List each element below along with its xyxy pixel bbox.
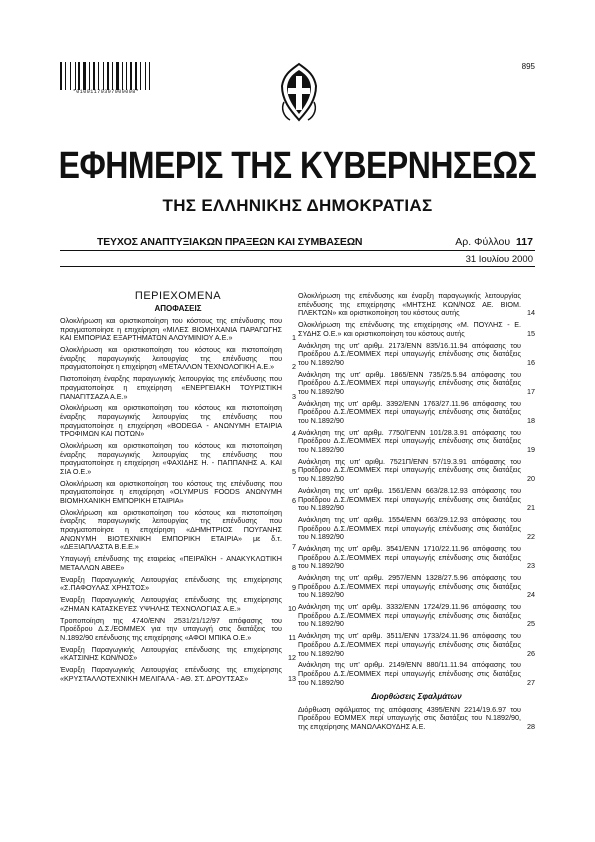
toc-entry-text: Έναρξη Παραγωγικής Λειτουργίας επένδυσης της επιχείρησης «Σ.ΠΑΦΟΥΛΑΣ ΧΡΗΣΤΟΣ» xyxy=(60,574,282,593)
barcode-bar xyxy=(105,62,106,90)
toc-entry-text: Ανάκληση της υπ' αριθμ. 1554/ΕΝΝ 663/29.12.93 απόφασης του Προέδρου Δ.Σ./ΕΟΜΜΕΧ περί υπαγωγής επένδυσης στις διατάξεις του Ν.1892/90 xyxy=(298,515,521,542)
barcode-bar xyxy=(81,62,82,90)
toc-entry xyxy=(60,646,296,663)
toc-entry-page: 20 xyxy=(527,474,535,484)
toc-left-column xyxy=(60,292,296,687)
toc-entry-page: 23 xyxy=(527,561,535,571)
barcode-bar xyxy=(116,62,119,90)
issue-date: 31 Ιουλίου 2000 xyxy=(465,254,533,265)
toc-entry-text: Ανάκληση της υπ' αριθμ. 3332/ΕΝΝ 1724/29.11.96 απόφασης του Προέδρου Δ.Σ./ΕΟΜΜΕΧ περί υπαγωγής επένδυσης στις διατάξεις του Ν.1892/90 xyxy=(298,602,521,629)
barcode-bar xyxy=(93,62,95,90)
section-heading-decisions: ΑΠΟΦΑΣΕΙΣ xyxy=(154,303,202,313)
toc-entry-page: 15 xyxy=(527,328,535,338)
toc-entry-page: 9 xyxy=(292,583,296,593)
greek-coat-of-arms-icon xyxy=(278,62,320,124)
issue-info xyxy=(455,236,533,248)
barcode-bar xyxy=(103,62,104,90)
section-heading-corrections: Διορθώσεις Σφαλμάτων xyxy=(371,692,462,702)
toc-entry-page: 22 xyxy=(527,532,535,542)
toc-entry-page: 10 xyxy=(288,603,296,613)
toc-entry-text: Τροποποίηση της 4740/ΕΝΝ 2531/21/12/97 απόφασης του Προέδρου Δ.Σ./ΕΟΜΜΕΧ για την υπαγωγή στις διατάξεις του Ν.1892/90 επένδυσης της επιχείρησης «ΑΦΟΙ ΜΠΙΚΑ Ο.Ε.» xyxy=(60,615,282,642)
toc-entry xyxy=(60,596,296,613)
toc-entry-page: 26 xyxy=(527,648,535,658)
barcode-bar xyxy=(142,62,144,90)
barcode-bar xyxy=(77,62,78,90)
toc-entry-page: 14 xyxy=(527,308,535,318)
toc-entry-text: Έναρξη Παραγωγικής Λειτουργίας επένδυσης της επιχείρησης «ΖΗΜΑΝ ΚΑΤΑΣΚΕΥΕΣ ΥΨΗΛΗΣ ΤΕΧΝΟΛΟΓΙΑΣ Α.Ε.» xyxy=(60,595,282,613)
toc-entry xyxy=(298,661,535,687)
toc-entry-page: 18 xyxy=(527,415,535,425)
barcode-bar xyxy=(83,62,86,90)
toc-entry xyxy=(298,292,535,318)
toc-entry-page: 25 xyxy=(527,619,535,629)
barcode-bar xyxy=(130,62,132,90)
barcode-bar xyxy=(87,62,88,90)
toc-entry-page: 8 xyxy=(292,562,296,572)
barcode-bar xyxy=(149,62,150,90)
barcode-bar xyxy=(72,62,74,90)
toc-entry-text: Ανάκληση της υπ' αριθμ. 2149/ΕΝΝ 880/11.11.94 απόφασης του Προέδρου Δ.Σ./ΕΟΜΜΕΧ περί υπαγωγής επένδυσης στις διατάξεις του Ν.1892/90 xyxy=(298,660,521,687)
barcode-bar xyxy=(128,62,129,90)
toc-entry xyxy=(298,487,535,513)
toc-entry xyxy=(60,555,296,572)
toc-entry-page: 21 xyxy=(527,503,535,513)
toc-entry-text: Ολοκλήρωση και οριστικοποίηση του κόστους της επένδυσης που πραγματοποίησε η επιχείρηση «ΜΙΛΕΣ ΒΙΟΜΗΧΑΝΙΑ ΠΑΡΑΓΩΓΗΣ ΚΑΙ ΕΜΠΟΡΙΑΣ ΕΞΑΡΤΗΜΑΤΩΝ ΑΛΟΥΜΙΝΙΟΥ Α.Ε.» xyxy=(60,316,282,343)
toc-entry-text: Έναρξη Παραγωγικής Λειτουργίας επένδυσης της επιχείρησης «ΚΡΥΣΤΑΛΛΟΤΕΧΝΙΚΗ ΜΕΛΙΓΑΛΑ - ΑΘ. ΣΤ. ΔΡΟΥΤΣΑΣ» xyxy=(60,665,282,683)
barcode-bar xyxy=(140,62,141,90)
toc-entry-text: Ολοκλήρωση και οριστικοποίηση του κόστους και πιστοποίηση έναρξης παραγωγικής λειτουργίας της επένδυσης που πραγματοποίησε η επιχείρηση «ΦΑΧΙΔΗΣ Η. - ΠΑΠΠΑΝΗΣ Α. ΚΑΙ ΣΙΑ Ο.Ε.» xyxy=(60,441,282,476)
barcode-bar xyxy=(133,62,134,90)
barcode-bar xyxy=(120,62,121,90)
issue-label: Αρ. Φύλλου xyxy=(455,236,511,248)
barcode-bar xyxy=(138,62,139,90)
toc-entry-text: Ολοκλήρωση και οριστικοποίηση του κόστους της επένδυσης που πραγματοποίησε η επιχείρηση «OLYMPUS FOODS ΑΝΩΝΥΜΗ ΒΙΟΜΗΧΑΝΙΚΗ ΕΜΠΟΡΙΚΗ ΕΤΑΙΡΙΑ» xyxy=(60,478,282,505)
toc-left-list xyxy=(60,317,296,683)
toc-entry xyxy=(60,317,296,343)
toc-right-list xyxy=(298,292,535,687)
gazette-subtitle: ΤΗΣ ΕΛΛΗΝΙΚΗΣ ΔΗΜΟΚΡΑΤΙΑΣ xyxy=(162,196,433,215)
toc-entry-page: 6 xyxy=(292,495,296,505)
barcode-bar xyxy=(66,62,69,90)
toc-entry xyxy=(298,429,535,455)
toc-entry xyxy=(298,458,535,484)
barcode-bar xyxy=(126,62,127,90)
toc-right-column xyxy=(298,292,535,735)
toc-corrections-list xyxy=(298,706,535,732)
toc-entry-text: Ολοκλήρωση της επένδυσης της επιχείρησης «Μ. ΠΟΥΛΗΣ - Ε. ΣΥΔΗΣ Ο.Ε.» και οριστικοποίηση του κόστους αυτής xyxy=(298,320,521,338)
barcode-bar xyxy=(65,62,66,90)
toc-entry xyxy=(60,375,296,401)
toc-entry-page: 24 xyxy=(527,590,535,600)
barcode-bar xyxy=(135,62,138,90)
toc-entry-page: 7 xyxy=(292,542,296,552)
toc-entry-page: 3 xyxy=(292,391,296,401)
barcode-bar xyxy=(98,62,99,90)
barcode xyxy=(60,62,152,90)
toc-entry xyxy=(298,321,535,338)
barcode-bar xyxy=(63,62,64,90)
toc-entry-page: 17 xyxy=(527,386,535,396)
toc-entry-page: 27 xyxy=(527,677,535,687)
toc-entry-page: 1 xyxy=(292,333,296,343)
toc-entry-page: 12 xyxy=(288,653,296,663)
toc-entry-page: 13 xyxy=(288,673,296,683)
toc-entry-text: Ολοκλήρωση και οριστικοποίηση του κόστους και πιστοποίηση έναρξης παραγωγικής λειτουργίας της επένδυσης που πραγματοποίησε η επιχείρηση «ΔΗΜΗΤΡΙΟΣ ΠΟΥΓΑΝΗΣ ΑΝΩΝΥΜΗ ΒΙΟΤΕΧΝΙΚΗ ΕΜΠΟΡΙΚΗ ΕΤΑΙΡΙΑ» με δ.τ. «ΔΕΞΙΑΠΛΑΣΤΑ Β.Ε.Ε.» xyxy=(60,507,282,552)
toc-entry-text: Πιστοποίηση έναρξης παραγωγικής λειτουργίας της επένδυσης που πραγματοποίησε η επιχείρηση «ΕΝΕΡΓΕΙΑΚΗ ΤΟΥΡΙΣΤΙΚΗ ΠΑΝΑΓΙΤΣΑΖΑ Α.Ε.» xyxy=(60,374,282,401)
barcode-bar xyxy=(78,62,80,90)
toc-entry-text: Ανάκληση της υπ' αριθμ. 1561/ΕΝΝ 663/28.12.93 απόφασης του Προέδρου Δ.Σ./ΕΟΜΜΕΧ περί υπαγωγής επένδυσης στις διατάξεις του Ν.1892/90 xyxy=(298,485,521,513)
toc-entry xyxy=(60,576,296,593)
barcode-bar xyxy=(113,62,115,90)
toc-entry xyxy=(298,574,535,600)
header-rule xyxy=(60,250,535,251)
toc-entry xyxy=(298,632,535,658)
barcode-bar xyxy=(112,62,113,90)
barcode-bar xyxy=(100,62,103,90)
toc-entry xyxy=(60,404,296,438)
toc-entry-text: Ολοκλήρωση και οριστικοποίηση του κόστους και πιστοποίηση έναρξης παραγωγικής λειτουργίας της επένδυσης που πραγματοποίησε η επιχείρηση «ΜΕΤΑΛΛΟΝ ΤΕΧΝΟΛΟΓΙΚΗ Α.Ε.» xyxy=(60,345,282,372)
toc-entry xyxy=(60,480,296,506)
barcode-bar xyxy=(147,62,149,90)
toc-entry-page: 5 xyxy=(292,466,296,476)
toc-entry xyxy=(298,516,535,542)
toc-entry-text: Ανάκληση της υπ' αριθμ. 7750/ΓΕΝΝ 101/28.3.91 απόφασης του Προέδρου Δ.Σ./ΕΟΜΜΕΧ περί υπαγωγής επένδυσης στις διατάξεις του Ν.1892/90 xyxy=(298,427,521,454)
toc-entry xyxy=(298,400,535,426)
barcode-bar xyxy=(151,62,152,90)
barcode-bar xyxy=(107,62,109,90)
barcode-bar xyxy=(75,62,76,90)
header-rule-bottom xyxy=(60,266,535,267)
toc-entry-page: 28 xyxy=(527,721,535,731)
toc-entry xyxy=(60,442,296,476)
barcode-bar xyxy=(145,62,146,90)
toc-entry xyxy=(298,706,535,732)
barcode-bar xyxy=(60,62,62,90)
toc-entry-text: Ολοκλήρωση της επένδυσης και έναρξη παραγωγικής λειτουργίας επένδυσης της επιχείρησης «ΜΗΤΣΗΣ ΚΩΝ/ΝΟΣ ΑΕ. ΒΙΟΜ. ΠΛΕΚΤΩΝ» και οριστικοποίηση του κόστους αυτής xyxy=(298,291,521,318)
toc-entry xyxy=(60,509,296,552)
barcode-number: *01001170307000008* xyxy=(72,89,140,95)
barcode-bar xyxy=(122,62,123,90)
barcode-bar xyxy=(124,62,126,90)
toc-entry-text: Ανάκληση της υπ' αριθμ. 2957/ΕΝΝ 1328/27.5.96 απόφασης του Προέδρου Δ.Σ./ΕΟΜΜΕΧ περί υπαγωγής επένδυσης στις διατάξεις του Ν.1892/90 xyxy=(298,573,521,600)
toc-entry xyxy=(60,666,296,683)
toc-entry xyxy=(298,371,535,397)
page-number: 895 xyxy=(521,62,535,71)
toc-entry-text: Ανάκληση της υπ' αριθμ. 3511/ΕΝΝ 1733/24.11.96 απόφασης του Προέδρου Δ.Σ./ΕΟΜΜΕΧ περί υπαγωγής επένδυσης στις διατάξεις του Ν.1892/90 xyxy=(298,631,521,658)
toc-entry-page: 4 xyxy=(292,429,296,439)
issue-number: 117 xyxy=(516,236,533,248)
barcode-bar xyxy=(90,62,92,90)
toc-entry-text: Ανάκληση της υπ' αριθμ. 2173/ΕΝΝ 835/16.11.94 απόφασης του Προέδρου Δ.Σ./ΕΟΜΜΕΧ περί υπαγωγής επένδυσης στις διατάξεις του Ν.1892/90 xyxy=(298,340,521,367)
toc-entry-text: Υπαγωγή επένδυσης της εταιρείας «ΠΕΙΡΑΪΚΗ - ΑΝΑΚΥΚΛΩΤΙΚΗ ΜΕΤΑΛΛΩΝ ΑΒΕΕ» xyxy=(60,554,282,572)
toc-entry-text: Ανάκληση της υπ' αριθμ. 7521Π/ΕΝΝ 57/19.3.91 απόφασης του Προέδρου Δ.Σ./ΕΟΜΜΕΧ περί υπαγωγής επένδυσης στις διατάξεις του Ν.1892/90 xyxy=(298,456,521,484)
toc-entry xyxy=(298,603,535,629)
toc-entry-text: Ανάκληση της υπ' αριθμ. 3541/ΕΝΝ 1710/22.11.96 απόφασης του Προέδρου Δ.Σ./ΕΟΜΜΕΧ περί υπαγωγής επένδυσης στις διατάξεις του Ν.1892/90 xyxy=(298,544,521,571)
toc-entry xyxy=(298,545,535,571)
toc-entry xyxy=(60,617,296,643)
gazette-series: ΤΕΥΧΟΣ ΑΝΑΠΤΥΞΙΑΚΩΝ ΠΡΑΞΕΩΝ ΚΑΙ ΣΥΜΒΑΣΕΩΝ xyxy=(97,236,363,248)
barcode-bar xyxy=(70,62,71,90)
barcode-bar xyxy=(89,62,90,90)
toc-entry xyxy=(298,342,535,368)
toc-entry-page: 16 xyxy=(527,357,535,367)
barcode-bar xyxy=(110,62,111,90)
toc-entry-page: 11 xyxy=(288,632,296,642)
gazette-title: ΕΦΗΜΕΡΙΣ ΤΗΣ ΚΥΒΕΡΝΗΣΕΩΣ xyxy=(58,143,537,187)
barcode-bar xyxy=(96,62,97,90)
toc-entry-text: Ολοκλήρωση και οριστικοποίηση του κόστους και πιστοποίηση έναρξης παραγωγικής λειτουργίας της επένδυσης που πραγματοποίησε η επιχείρηση «BODEGA - ΑΝΩΝΥΜΗ ΕΤΑΙΡΙΑ ΤΡΟΦΙΜΩΝ ΚΑΙ ΠΟΤΩΝ» xyxy=(60,403,282,439)
toc-entry-text: Διόρθωση σφάλματος της απόφασης 4395/ΕΝΝ 2214/19.6.97 του Προέδρου ΕΟΜΜΕΧ περί υπαγωγής στις διατάξεις του Ν.1892/90, της επιχείρησης ΜΑΝΩΛΑΚΟΥΔΗΣ Α.Ε. xyxy=(298,704,521,731)
toc-entry-text: Έναρξη Παραγωγικής Λειτουργίας επένδυσης της επιχείρησης «ΚΑΤΣΙΝΗΣ ΚΩΝ/ΝΟΣ» xyxy=(60,644,282,663)
toc-entry-page: 19 xyxy=(527,444,535,454)
toc-heading: ΠΕΡΙΕΧΟΜΕΝΑ xyxy=(134,290,222,302)
toc-entry-text: Ανάκληση της υπ' αριθμ. 3392/ΕΝΝ 1763/27.11.96 απόφασης του Προέδρου Δ.Σ./ΕΟΜΜΕΧ περί υπαγωγής επένδυσης στις διατάξεις του Ν.1892/90 xyxy=(298,398,521,425)
toc-entry-page: 2 xyxy=(292,362,296,372)
toc-entry xyxy=(60,346,296,372)
toc-entry-text: Ανάκληση της υπ' αριθμ. 1865/ΕΝΝ 735/25.5.94 απόφασης του Προέδρου Δ.Σ./ΕΟΜΜΕΧ περί υπαγωγής επένδυσης στις διατάξεις του Ν.1892/90 xyxy=(298,369,521,396)
